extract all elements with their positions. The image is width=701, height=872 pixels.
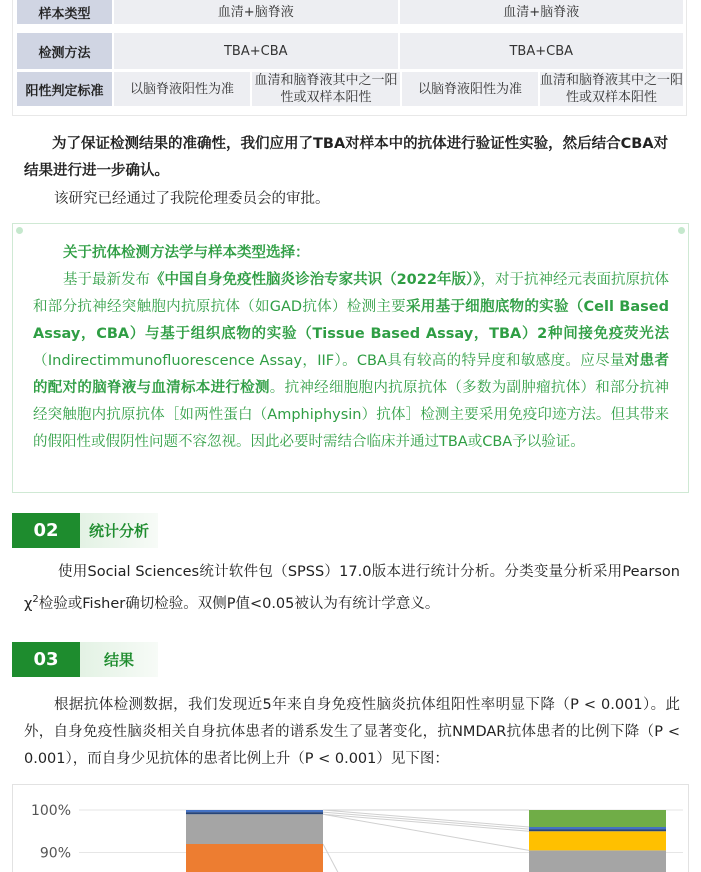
table-cell: 血清和脑脊液其中之一阳性或双样本阳性 (252, 72, 400, 106)
section-number: 03 (12, 642, 80, 677)
row-header: 阳性判定标准 (17, 72, 114, 106)
table-cell: 血清+脑脊液 (114, 0, 398, 24)
method-note-box (12, 223, 689, 493)
note-text: 基于最新发布《中国自身免疫性脑炎诊治专家共识（2022年版）》，对于抗神经元表面抗原抗体和部分抗神经突触胞内抗原抗体（如GAD抗体）检测主要采用基于细胞底物的实验（Cell Based Assay，CBA）与基于组织底物的实验（Tissue Based Assay，TBA）2种间接免疫荧光法（Indirectimmunofluorescence Assay，IIF）。CBA具有较高的特异度和敏感度。应尽量对患者的配对的脑脊液与血清标本进行检测。抗神经细胞胞内抗原抗体（多数为副肿瘤抗体）和部分抗神经突触胞内抗原抗体［如两性蛋白（Amphiphysin）抗体］检测主要采用免疫印迹方法。但其带来的假阳性或假阴性问题不容忽视。因此必要时需结合临床并通过TBA或CBA予以验证。 (33, 272, 670, 450)
series-connector (323, 814, 529, 850)
chart-svg (13, 785, 689, 872)
table-cell: TBA+CBA (114, 33, 398, 69)
series-connector (323, 814, 529, 831)
table-row (17, 33, 683, 69)
bar-segment-dark-blue (529, 829, 666, 831)
bar-segment-green (529, 810, 666, 827)
note-title: 关于抗体检测方法学与样本类型选择： (63, 245, 310, 261)
bar-segment-blue (529, 827, 666, 829)
series-connector (323, 812, 529, 829)
row-header: 检测方法 (17, 33, 114, 69)
table-cell: 以脑脊液阳性为准 (114, 72, 250, 106)
table-cell: 以脑脊液阳性为准 (402, 72, 538, 106)
row-header: 样本类型 (17, 0, 114, 24)
section-label: 统计分析 (80, 513, 158, 548)
series-connector (323, 844, 529, 872)
section-label: 结果 (80, 642, 158, 677)
table-cell: 血清+脑脊液 (400, 0, 684, 24)
section-header-statistics (12, 513, 148, 548)
stacked-bar-chart (12, 784, 689, 872)
bar-segment-dark-blue (186, 812, 323, 814)
y-tick-label: 90% (39, 845, 71, 862)
bar-segment-orange (186, 844, 323, 872)
corner-dot-icon (16, 227, 23, 234)
criteria-table (12, 0, 687, 116)
results-paragraph: 根据抗体检测数据，我们发现近5年来自身免疫性脑炎抗体组阳性率明显下降（P < 0.001）。此外，自身免疫性脑炎相关自身抗体患者的谱系发生了显著变化，抗NMDAR抗体患者的比例下降（P < 0.001），而自身少见抗体的患者比例上升（P < 0.001）见下图： (24, 697, 680, 767)
table-cell: TBA+CBA (400, 33, 684, 69)
corner-dot-icon (678, 227, 685, 234)
validation-paragraph: 为了保证检测结果的准确性，我们应用了TBA对样本中的抗体进行验证性实验，然后结合CBA对结果进行进一步确认。 (24, 136, 669, 179)
series-connector (323, 810, 529, 827)
bar-segment-blue (186, 810, 323, 812)
bar-segment-yellow (529, 831, 666, 850)
table-row (17, 0, 683, 24)
ethics-paragraph: 该研究已经通过了我院伦理委员会的审批。 (54, 191, 330, 207)
bar-segment-gray (529, 850, 666, 872)
section-header-results (12, 642, 148, 677)
section-number: 02 (12, 513, 80, 548)
table-row (17, 72, 683, 106)
y-tick-label: 100% (30, 803, 71, 819)
table-cell: 血清和脑脊液其中之一阳性或双样本阳性 (540, 73, 684, 105)
statistics-paragraph: 使用Social Sciences统计软件包（SPSS）17.0版本进行统计分析。分类变量分析采用Pearson $\chi^2$检验或Fisher确切检验。双侧P值<0.05被认为有统计学意义。 (24, 564, 680, 612)
bar-segment-gray (186, 814, 323, 844)
